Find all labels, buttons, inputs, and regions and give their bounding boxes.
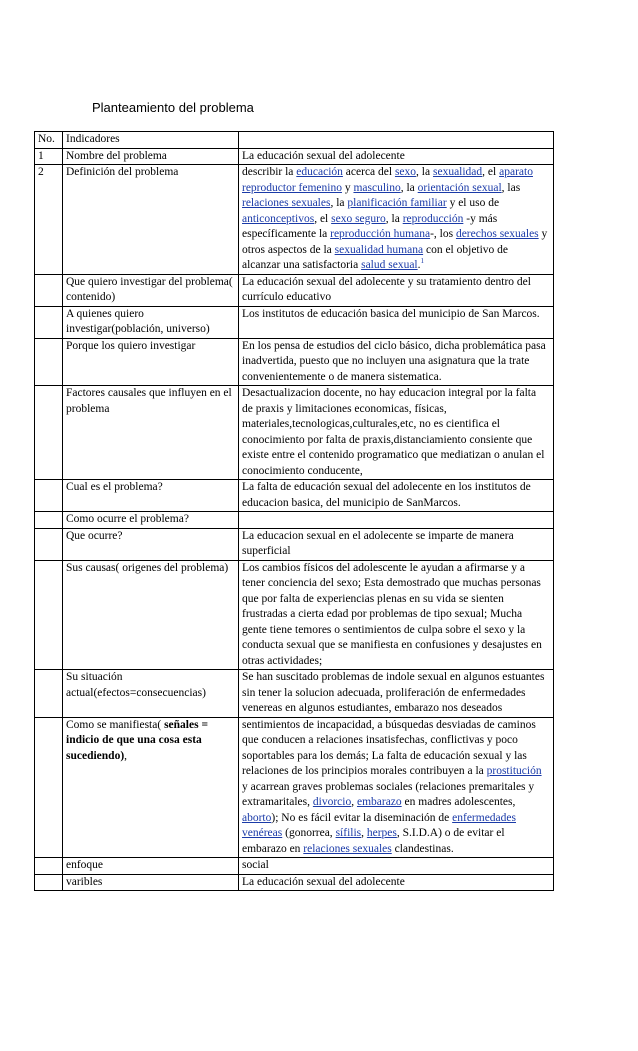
row-number — [35, 670, 63, 718]
row-number — [35, 338, 63, 386]
row-number — [35, 512, 63, 529]
row-indicator: Definición del problema — [63, 165, 239, 275]
row-value: Los institutos de educación basica del municipio de San Marcos. — [239, 306, 554, 338]
text: . — [417, 259, 421, 271]
problem-table — [34, 131, 554, 891]
link-herpes[interactable]: herpes — [366, 827, 397, 839]
header-row — [35, 132, 554, 149]
link-sifilis[interactable]: sífilis — [335, 827, 362, 839]
table-row — [35, 165, 554, 275]
row-value: La falta de educación sexual del adolecente en los institutos de educacion basica, del municipio de SanMarcos. — [239, 480, 554, 512]
row-value: En los pensa de estudios del ciclo básico, dicha problemática pasa inadvertida, puesto que no incluyen una asignatura que la trate convenientemente o de manera sistematica. — [239, 338, 554, 386]
row-number — [35, 386, 63, 480]
text: , el — [482, 166, 500, 178]
table-row — [35, 480, 554, 512]
header-indicadores: Indicadores — [63, 132, 239, 149]
link-educacion[interactable]: educación — [296, 166, 343, 178]
link-anticonceptivos[interactable]: anticonceptivos — [242, 212, 315, 225]
row-number — [35, 717, 63, 858]
row-indicator: Porque los quiero investigar — [63, 338, 239, 386]
row-indicator — [63, 717, 239, 858]
text: Como se manifiesta( — [66, 718, 165, 731]
text: , el — [314, 212, 332, 225]
row-value — [239, 717, 554, 858]
row-value: Los cambios físicos del adolescente le ayudan a afirmarse y a tener conciencia del sexo; Esta demostrado que muchas personas que por falta de experiencias plenas en su vida se sienten frustradas a cierta edad por problemas de tipo sexual; Mucha gente tiene temores o sentimientos de culpa sobre el sexo y la conducta sexual que se manifiesta en confusiones y desajustes en otras actividades; — [239, 560, 554, 670]
row-indicator: varibles — [63, 874, 239, 891]
row-indicator: enfoque — [63, 858, 239, 875]
row-number — [35, 560, 63, 670]
text: -y más específicamente la — [242, 212, 498, 240]
link-enfermedades-venereas[interactable]: enfermedades venéreas — [242, 811, 516, 839]
bold-text: señales = indicio de que una cosa esta sucediendo) — [66, 718, 208, 762]
link-relaciones-sexuales-2[interactable]: relaciones sexuales — [303, 842, 392, 855]
row-indicator: A quienes quiero investigar(población, universo) — [63, 306, 239, 338]
table-row — [35, 528, 554, 560]
link-masculino[interactable]: masculino — [353, 181, 401, 194]
text: y el uso de — [446, 197, 500, 209]
link-planificacion-familiar[interactable]: planificación familiar — [347, 197, 447, 209]
link-reproduccion[interactable]: reproducción — [402, 212, 464, 225]
row-indicator: Cual es el problema? — [63, 480, 239, 512]
link-aborto[interactable]: aborto — [242, 811, 272, 824]
row-value: La educación sexual del adolecente y su tratamiento dentro del currículo educativo — [239, 274, 554, 306]
text: , la — [416, 166, 433, 178]
text: , las — [501, 181, 521, 194]
row-indicator: Nombre del problema — [63, 148, 239, 165]
row-indicator: Como ocurre el problema? — [63, 512, 239, 529]
row-indicator: Que quiero investigar del problema( contenido) — [63, 274, 239, 306]
table-row — [35, 338, 554, 386]
row-value: Desactualizacion docente, no hay educacion integral por la falta de praxis y limitaciones economicas, físicas, materiales,tecnologicas,culturales,etc, no es cientifica el conocimiento por falta de praxis,distanciamiento consiente que existe entre el contenido programatico que mediatizan o anulan el conocimiento conducente, — [239, 386, 554, 480]
row-number — [35, 480, 63, 512]
text: , S.I.D.A) o de evitar el embarazo en — [242, 827, 505, 855]
row-value: Se han suscitado problemas de indole sexual en algunos estuantes sin tener la solucion adecuada, proliferación de enfermedades venereas en algunos estudiantes, embarazo nos deseados — [239, 670, 554, 718]
text: describir la — [242, 166, 297, 178]
row-value — [239, 165, 554, 275]
link-embarazo[interactable]: embarazo — [356, 796, 402, 808]
row-value: La educación sexual del adolecente — [239, 148, 554, 165]
table-row — [35, 858, 554, 875]
row-indicator: Su situación actual(efectos=consecuencias) — [63, 670, 239, 718]
row-number — [35, 874, 63, 891]
link-sexualidad-humana[interactable]: sexualidad humana — [334, 243, 424, 256]
row-indicator: Que ocurre? — [63, 528, 239, 560]
table-row — [35, 874, 554, 891]
row-number — [35, 274, 63, 306]
text: y otros aspectos de la — [242, 228, 548, 256]
link-orientacion-sexual[interactable]: orientación sexual — [417, 181, 502, 194]
link-salud-sexual[interactable]: salud sexual — [361, 259, 418, 271]
text: -, los — [430, 228, 456, 240]
link-divorcio[interactable]: divorcio — [312, 796, 352, 808]
text: , — [124, 749, 128, 762]
link-sexo[interactable]: sexo — [394, 166, 417, 178]
header-empty — [239, 132, 554, 149]
table-row — [35, 670, 554, 718]
link-sexo-seguro[interactable]: sexo seguro — [331, 212, 386, 225]
text: , — [351, 796, 357, 808]
footnote-ref[interactable]: 1 — [420, 257, 424, 266]
table-row — [35, 274, 554, 306]
table-row — [35, 306, 554, 338]
text: con el objetivo de alcanzar una satisfactoria — [242, 243, 509, 271]
text: y — [341, 181, 354, 194]
row-value: social — [239, 858, 554, 875]
table-row — [35, 560, 554, 670]
text: acerca del — [342, 166, 395, 178]
row-number — [35, 306, 63, 338]
text: sentimientos de incapacidad, a búsquedas desviadas de caminos que conducen a relaciones insatisfechas, conflictivas y poco soportables para los demás; La falta de educación sexual y las relaciones de los principios morales contribuyen a la — [242, 718, 536, 777]
text: , la — [330, 197, 348, 209]
header-no: No. — [35, 132, 63, 149]
row-number — [35, 528, 63, 560]
row-indicator: Factores causales que influyen en el problema — [63, 386, 239, 480]
table-row — [35, 148, 554, 165]
row-value: La educacion sexual en el adolecente se imparte de manera superficial — [239, 528, 554, 560]
table-row — [35, 386, 554, 480]
text: en madres adolescentes, — [401, 796, 516, 808]
text: (gonorrea, — [282, 827, 336, 839]
row-number: 1 — [35, 148, 63, 165]
text: clandestinas. — [391, 842, 454, 855]
row-number: 2 — [35, 165, 63, 275]
text: ); No es fácil evitar la diseminación de — [271, 811, 453, 824]
link-sexualidad[interactable]: sexualidad — [432, 166, 483, 178]
text: , — [361, 827, 367, 839]
row-indicator: Sus causas( origenes del problema) — [63, 560, 239, 670]
text: y acarrean graves problemas sociales (relaciones premaritales y extramaritales, — [242, 780, 535, 808]
link-derechos-sexuales[interactable]: derechos sexuales — [455, 228, 539, 240]
link-aparato-reproductor-femenino[interactable]: aparato reproductor femenino — [242, 166, 533, 194]
document-title: Planteamiento del problema — [92, 100, 254, 115]
table-row — [35, 717, 554, 858]
row-number — [35, 858, 63, 875]
link-relaciones-sexuales[interactable]: relaciones sexuales — [242, 197, 331, 209]
text: , la — [385, 212, 403, 225]
link-reproduccion-humana[interactable]: reproducción humana — [330, 228, 431, 240]
table-row — [35, 512, 554, 529]
link-prostitucion[interactable]: prostitución — [486, 765, 542, 777]
row-value — [239, 512, 554, 529]
row-value: La educación sexual del adolecente — [239, 874, 554, 891]
text: , la — [400, 181, 418, 194]
